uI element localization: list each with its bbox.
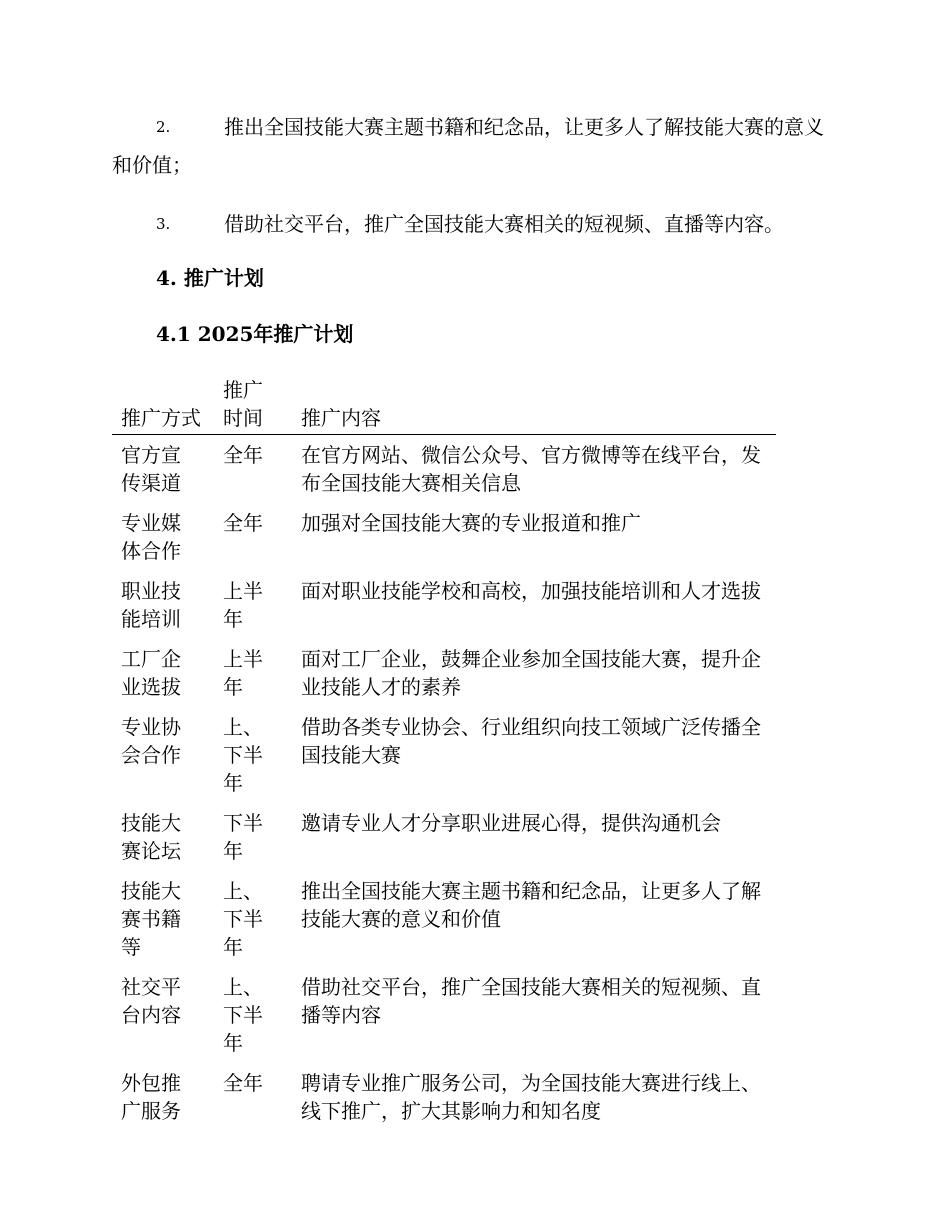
promotion-plan-table <box>112 374 776 1131</box>
header-time: 推广时间 <box>223 374 301 434</box>
cell-method: 技能大赛书籍等 <box>121 878 181 959</box>
cell-time: 全年 <box>223 1070 263 1095</box>
cell-method: 专业媒体合作 <box>121 510 181 563</box>
cell-method: 外包推广服务 <box>121 1070 181 1123</box>
header-method: 推广方式 <box>112 374 223 434</box>
header-content: 推广内容 <box>301 374 776 434</box>
table-row <box>112 871 776 967</box>
list-number: 3. <box>156 215 171 233</box>
table-row <box>112 503 776 571</box>
cell-content: 聘请专业推广服务公司，为全国技能大赛进行线上、线下推广，扩大其影响力和知名度 <box>301 1070 761 1123</box>
cell-content: 面对工厂企业，鼓舞企业参加全国技能大赛，提升企业技能人才的素养 <box>301 646 761 699</box>
list-item <box>112 108 842 184</box>
cell-time: 全年 <box>223 442 263 467</box>
cell-time: 下半年 <box>223 810 263 863</box>
cell-content: 面对职业技能学校和高校，加强技能培训和人才选拔 <box>301 578 761 603</box>
table-row <box>112 803 776 871</box>
cell-content: 借助各类专业协会、行业组织向技工领域广泛传播全国技能大赛 <box>301 714 761 767</box>
cell-time: 上半年 <box>223 646 263 699</box>
table-row <box>112 639 776 707</box>
cell-method: 社交平台内容 <box>121 974 181 1027</box>
cell-method: 专业协会合作 <box>121 714 181 767</box>
table-row <box>112 571 776 639</box>
table-row <box>112 707 776 803</box>
table-row <box>112 434 776 503</box>
table-row <box>112 967 776 1063</box>
cell-time: 上、下半年 <box>223 878 263 959</box>
cell-time: 上、下半年 <box>223 974 263 1055</box>
table-header-row <box>112 374 776 434</box>
cell-content: 邀请专业人才分享职业进展心得，提供沟通机会 <box>301 810 721 835</box>
list-text: 借助社交平台，推广全国技能大赛相关的短视频、直播等内容。 <box>224 212 784 236</box>
cell-method: 官方宣传渠道 <box>121 442 181 495</box>
cell-time: 全年 <box>223 510 263 535</box>
cell-method: 工厂企业选拔 <box>121 646 181 699</box>
cell-content: 加强对全国技能大赛的专业报道和推广 <box>301 510 641 535</box>
cell-content: 在官方网站、微信公众号、官方微博等在线平台，发布全国技能大赛相关信息 <box>301 442 761 495</box>
list-number: 2. <box>156 118 171 136</box>
cell-time: 上半年 <box>223 578 263 631</box>
cell-time: 上、下半年 <box>223 714 263 795</box>
list-text: 推出全国技能大赛主题书籍和纪念品，让更多人了解技能大赛的意义和价值； <box>112 115 824 177</box>
cell-content: 推出全国技能大赛主题书籍和纪念品，让更多人了解技能大赛的意义和价值 <box>301 878 761 931</box>
section-heading: 4. 推广计划 <box>156 266 264 290</box>
table-row <box>112 1063 776 1131</box>
cell-content: 借助社交平台，推广全国技能大赛相关的短视频、直播等内容 <box>301 974 761 1027</box>
cell-method: 技能大赛论坛 <box>121 810 181 863</box>
cell-method: 职业技能培训 <box>121 578 181 631</box>
list-item <box>112 205 842 243</box>
subsection-heading: 4.1 2025年推广计划 <box>156 322 354 346</box>
